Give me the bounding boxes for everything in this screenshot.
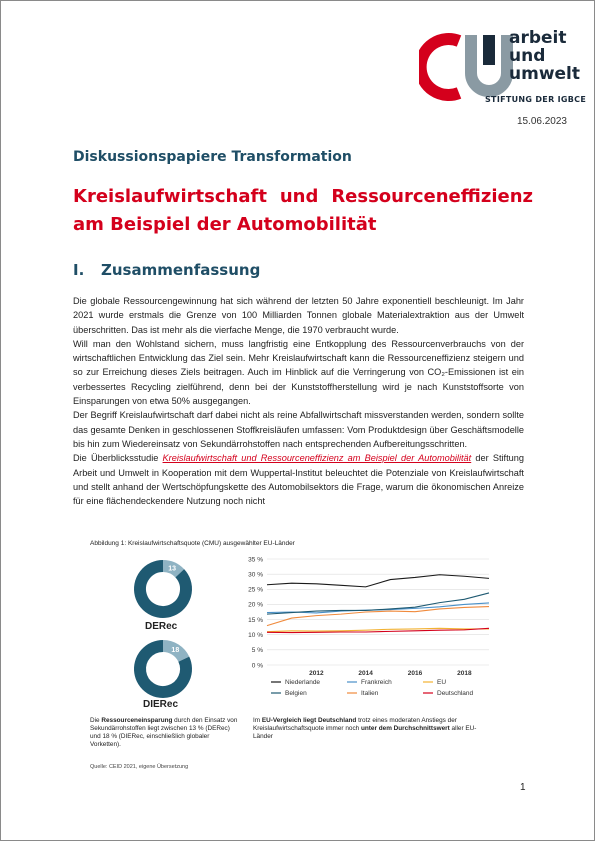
legend-label: Niederlande: [285, 679, 321, 686]
donut-label-derec: DERec: [145, 621, 178, 632]
donut-chart-dierec: [133, 639, 193, 699]
paragraph-3: Der Begriff Kreislaufwirtschaft darf dabei nicht als reine Abfallwirtschaft missverstanden werden, sondern sollte das gesamte Denken in geschlossenen Stoffkreisläufen umfassen: Vom Produktdesign über Geschäftsmodelle bis hin zum Wiedereinsatz von Sekundärrohstoffen nach entsprechenden Aufbereitungsschritten.: [73, 410, 524, 449]
study-link[interactable]: Kreislaufwirtschaft und Ressourceneffizienz am Beispiel der Automobilität: [162, 453, 472, 464]
title-line-1: Kreislaufwirtschaft und Ressourceneffizienz: [73, 186, 533, 207]
document-title: [73, 183, 533, 239]
caption-right-bold-2: unter dem Durchschnittswert: [360, 725, 450, 732]
donut-chart-derec: [133, 559, 193, 619]
caption-right: [253, 717, 483, 741]
y-tick-label: 15 %: [248, 616, 263, 624]
caption-right-bold-1: EU-Vergleich liegt Deutschland: [261, 717, 357, 724]
donut-value-label: 13: [168, 565, 177, 573]
caption-right-post: aller EU-Länder: [253, 725, 477, 740]
x-tick-label: 2018: [457, 670, 472, 677]
caption-left-pre: Die: [90, 717, 102, 724]
logo-subtitle: STIFTUNG DER IGBCE: [485, 95, 587, 104]
figure-title: Abbildung 1: Kreislaufwirtschaftsquote (CMU) ausgewählter EU-Länder: [90, 540, 295, 547]
y-tick-label: 10 %: [248, 632, 263, 640]
document-date: 15.06.2023: [516, 116, 567, 127]
body-text: [73, 294, 524, 508]
series-title: Diskussionspapiere Transformation: [73, 149, 352, 165]
caption-left: [90, 717, 240, 749]
section-number: I.: [73, 261, 85, 279]
caption-left-bold: Ressourceneinsparung: [101, 717, 173, 724]
caption-right-mid: trotz eines moderaten Anstiegs der Kreislaufwirtschaftsquote immer noch: [253, 717, 457, 732]
legend-label: Belgien: [285, 690, 307, 697]
title-line-2: am Beispiel der Automobilität: [73, 214, 377, 235]
x-tick-label: 2012: [309, 670, 324, 677]
logo-wordmark: [509, 29, 580, 83]
y-tick-label: 30 %: [248, 571, 263, 579]
caption-left-post: durch den Einsatz von Sekundärrohstoffen liegt zwischen 13 % (DERec) und 18 % (DIERec, einschließlich globaler Vorketten).: [90, 717, 238, 748]
paragraph-4-text: der Stiftung Arbeit und Umwelt in Kooperation mit dem Wuppertal-Institut beleuchtet die Potenziale von Kreislaufwirtschaft und stellt anhand der Wertschöpfungskette des Automobilsektors die Frage, warum die ökonomischen Anreize für eine flächendeckendere Nutzung noch nicht: [73, 453, 524, 507]
y-tick-label: 25 %: [248, 586, 263, 594]
paragraph-4: [73, 451, 524, 508]
donut-value-label: 18: [171, 647, 180, 655]
y-tick-label: 5 %: [251, 647, 263, 655]
logo-word-2: und: [509, 46, 546, 66]
x-tick-label: 2014: [358, 670, 373, 677]
logo-word-3: umwelt: [509, 64, 581, 84]
series-line-belgien: [267, 593, 489, 614]
legend-label: Deutschland: [437, 690, 474, 697]
y-tick-label: 20 %: [248, 601, 263, 609]
section-heading: [73, 261, 260, 279]
legend-label: Italien: [361, 690, 379, 697]
paragraph-2: Will man den Wohlstand sichern, muss langfristig eine Entkopplung des Ressourcenverbrauchs von der wirtschaftlichen Entwicklung das Ziel sein. Mehr Kreislaufwirtschaft kann die Ressourceneffizienz steigern und so zur Erreichung dieses Ziels beitragen. Auch im Hinblick auf die Verringerung von CO₂-Emissionen ist ein verbessertes Recycling zielführend, denn bei der Kunststoffherstellung wird je nach Kunststoffsorte von Einsparungen von etwa 50% ausgegangen.: [73, 338, 524, 407]
section-title: Zusammenfassung: [101, 261, 261, 279]
page-number: 1: [520, 782, 526, 793]
donut-label-dierec: DIERec: [143, 699, 179, 710]
legend-label: Frankreich: [361, 679, 392, 686]
x-tick-label: 2016: [407, 670, 423, 677]
y-tick-label: 35 %: [248, 556, 263, 564]
paragraph-4-intro: Die Überblicksstudie: [73, 453, 163, 464]
figure-source: Quelle: CEID 2021, eigene Übersetzung: [90, 764, 189, 770]
legend-label: EU: [437, 679, 447, 686]
caption-right-pre: Im: [253, 717, 262, 724]
line-chart: [231, 551, 511, 701]
paragraph-1: Die globale Ressourcengewinnung hat sich während der letzten 50 Jahre exponentiell beschleunigt. Im Jahr 2021 wurde erstmals die Grenze von 100 Milliarden Tonnen globale Materialextraktion aus der Umwelt überschritten. Das ist mehr als die vierfache Menge, die 1970 verbraucht wurde.: [73, 296, 524, 335]
y-tick-label: 0 %: [251, 662, 263, 670]
logo-word-1: arbeit: [509, 28, 567, 48]
series-line-niederlande: [267, 575, 489, 587]
